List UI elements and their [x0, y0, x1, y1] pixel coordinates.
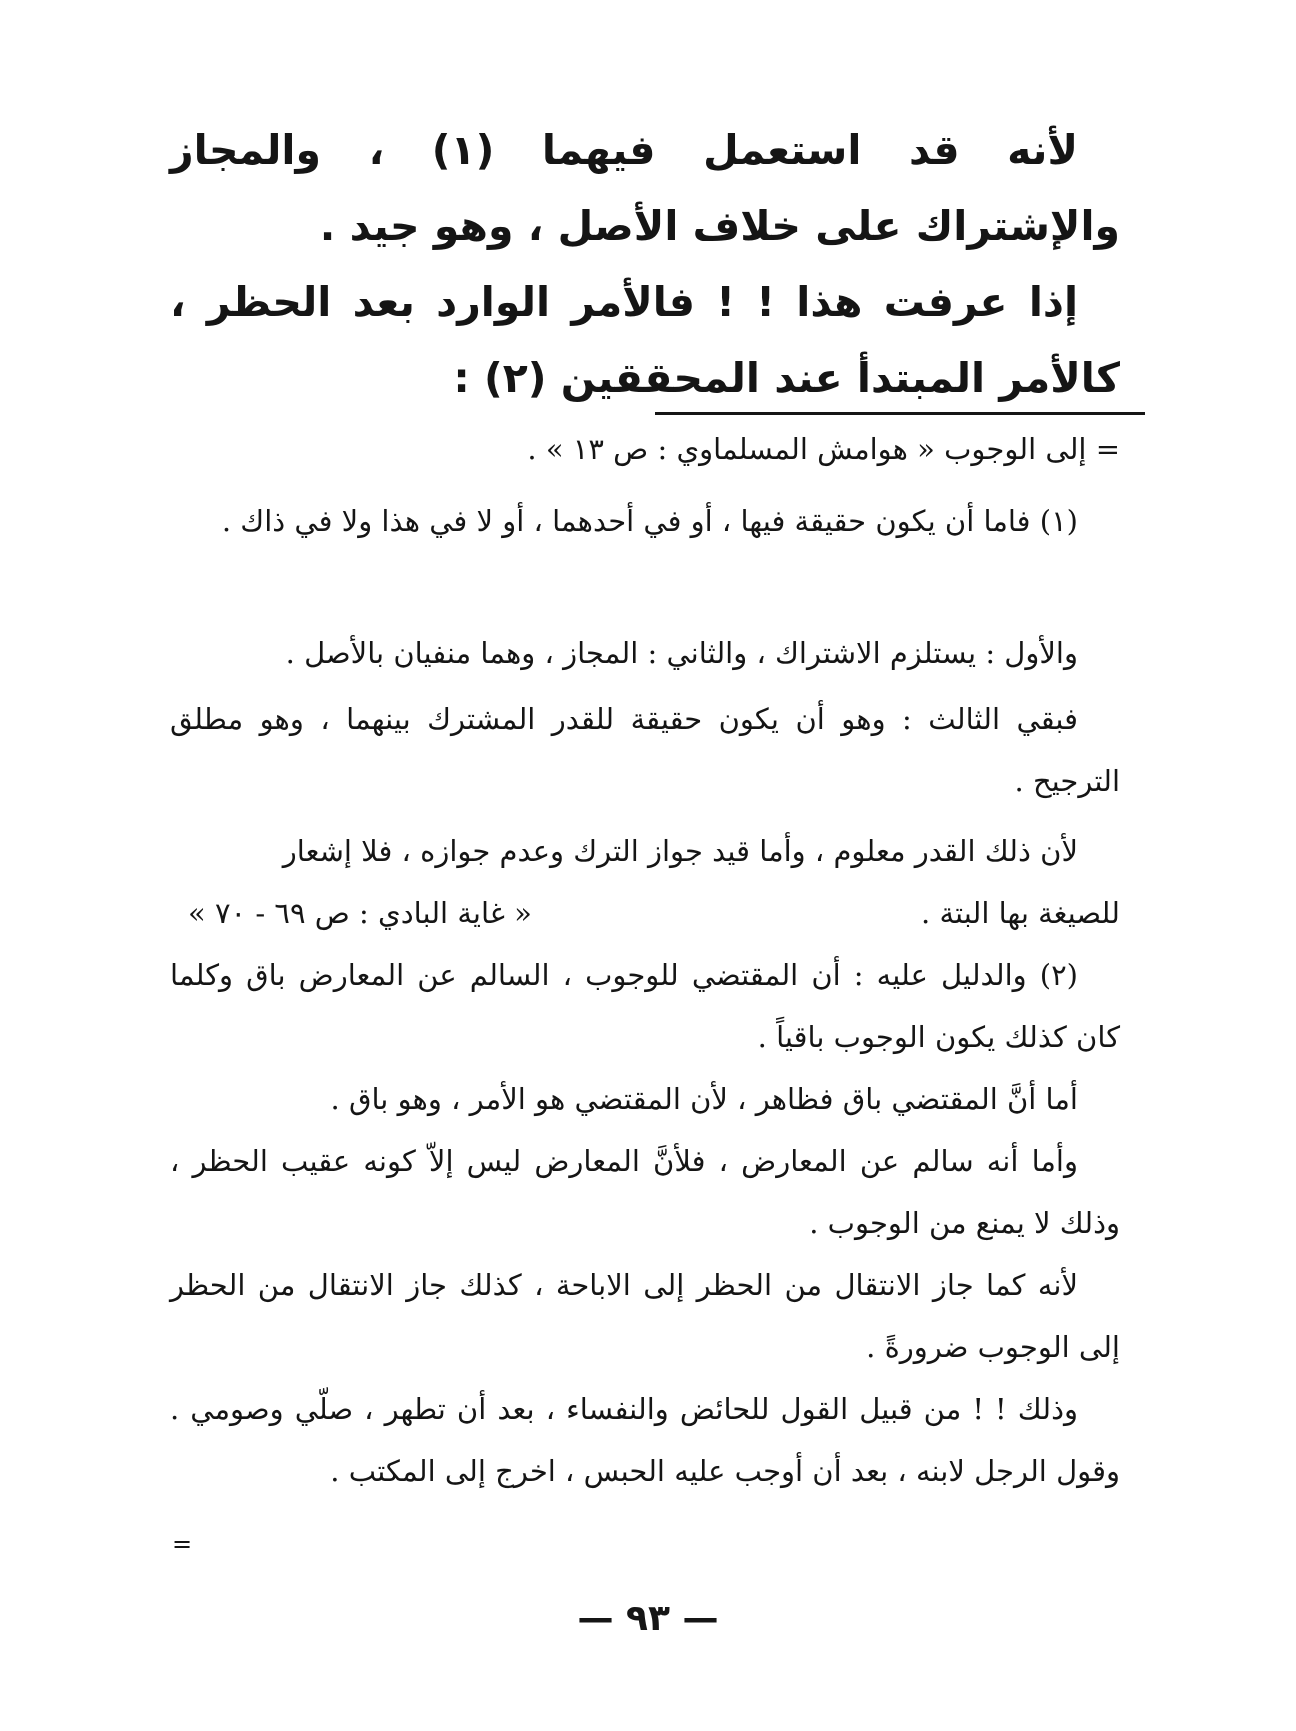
footnote-2-example: وذلك ! ! من قبيل القول للحائض والنفساء ، بعد أن تطهر ، صلّي وصومي . وقول الرجل لابنه ، بعد أن أوجب عليه الحبس ، اخرج إلى المكتب . [170, 1392, 1120, 1488]
continuation-mark: = [172, 1530, 193, 1558]
footnote-2-first-point: أما أنَّ المقتضي باق فظاهر ، لأن المقتضي هو الأمر ، وهو باق . [330, 1082, 1078, 1116]
footnote-1-reason-end: للصيغة بها البتة . [921, 896, 1120, 930]
footnote-1-reason: لأن ذلك القدر معلوم ، وأما قيد جواز الترك وعدم جوازه ، فلا إشعار [282, 834, 1078, 868]
footnote-1-reference-line [170, 882, 1120, 944]
page-number: — ٩٣ — [577, 1598, 719, 1639]
footnote-1-source: « غاية البادي : ص ٦٩ - ٧٠ » [188, 896, 532, 930]
main-paragraph-1: لأنه قد استعمل فيهما (١) ، والمجاز والإشتراك على خلاف الأصل ، وهو جيد . [170, 126, 1120, 250]
footnote-1-third-case: فبقي الثالث : وهو أن يكون حقيقة للقدر المشترك بينهما ، وهو مطلق الترجيح . [170, 702, 1120, 798]
footnote-2-second-point: وأما أنه سالم عن المعارض ، فلأنَّ المعارض ليس إلاّ كونه عقيب الحظر ، وذلك لا يمنع من الوجوب . [170, 1144, 1120, 1240]
footnote-1-intro: (١) فاما أن يكون حقيقة فيها ، أو في أحدهما ، أو لا في هذا ولا في ذاك . [221, 504, 1078, 538]
footnote-divider [655, 412, 1145, 415]
footnote-2-intro: (٢) والدليل عليه : أن المقتضي للوجوب ، السالم عن المعارض باق وكلما كان كذلك يكون الوجوب باقياً . [170, 958, 1120, 1054]
footnote-continuation: = إلى الوجوب « هوامش المسلماوي : ص ١٣ » . [527, 432, 1120, 466]
main-paragraph-2: إذا عرفت هذا ! ! فالأمر الوارد بعد الحظر ، كالأمر المبتدأ عند المحققين (٢) : [170, 278, 1120, 402]
footnote-2-reason: لأنه كما جاز الانتقال من الحظر إلى الاباحة ، كذلك جاز الانتقال من الحظر إلى الوجوب ضرورةً . [170, 1268, 1120, 1364]
footnote-1-first-case: والأول : يستلزم الاشتراك ، والثاني : المجاز ، وهما منفيان بالأصل . [285, 636, 1078, 670]
